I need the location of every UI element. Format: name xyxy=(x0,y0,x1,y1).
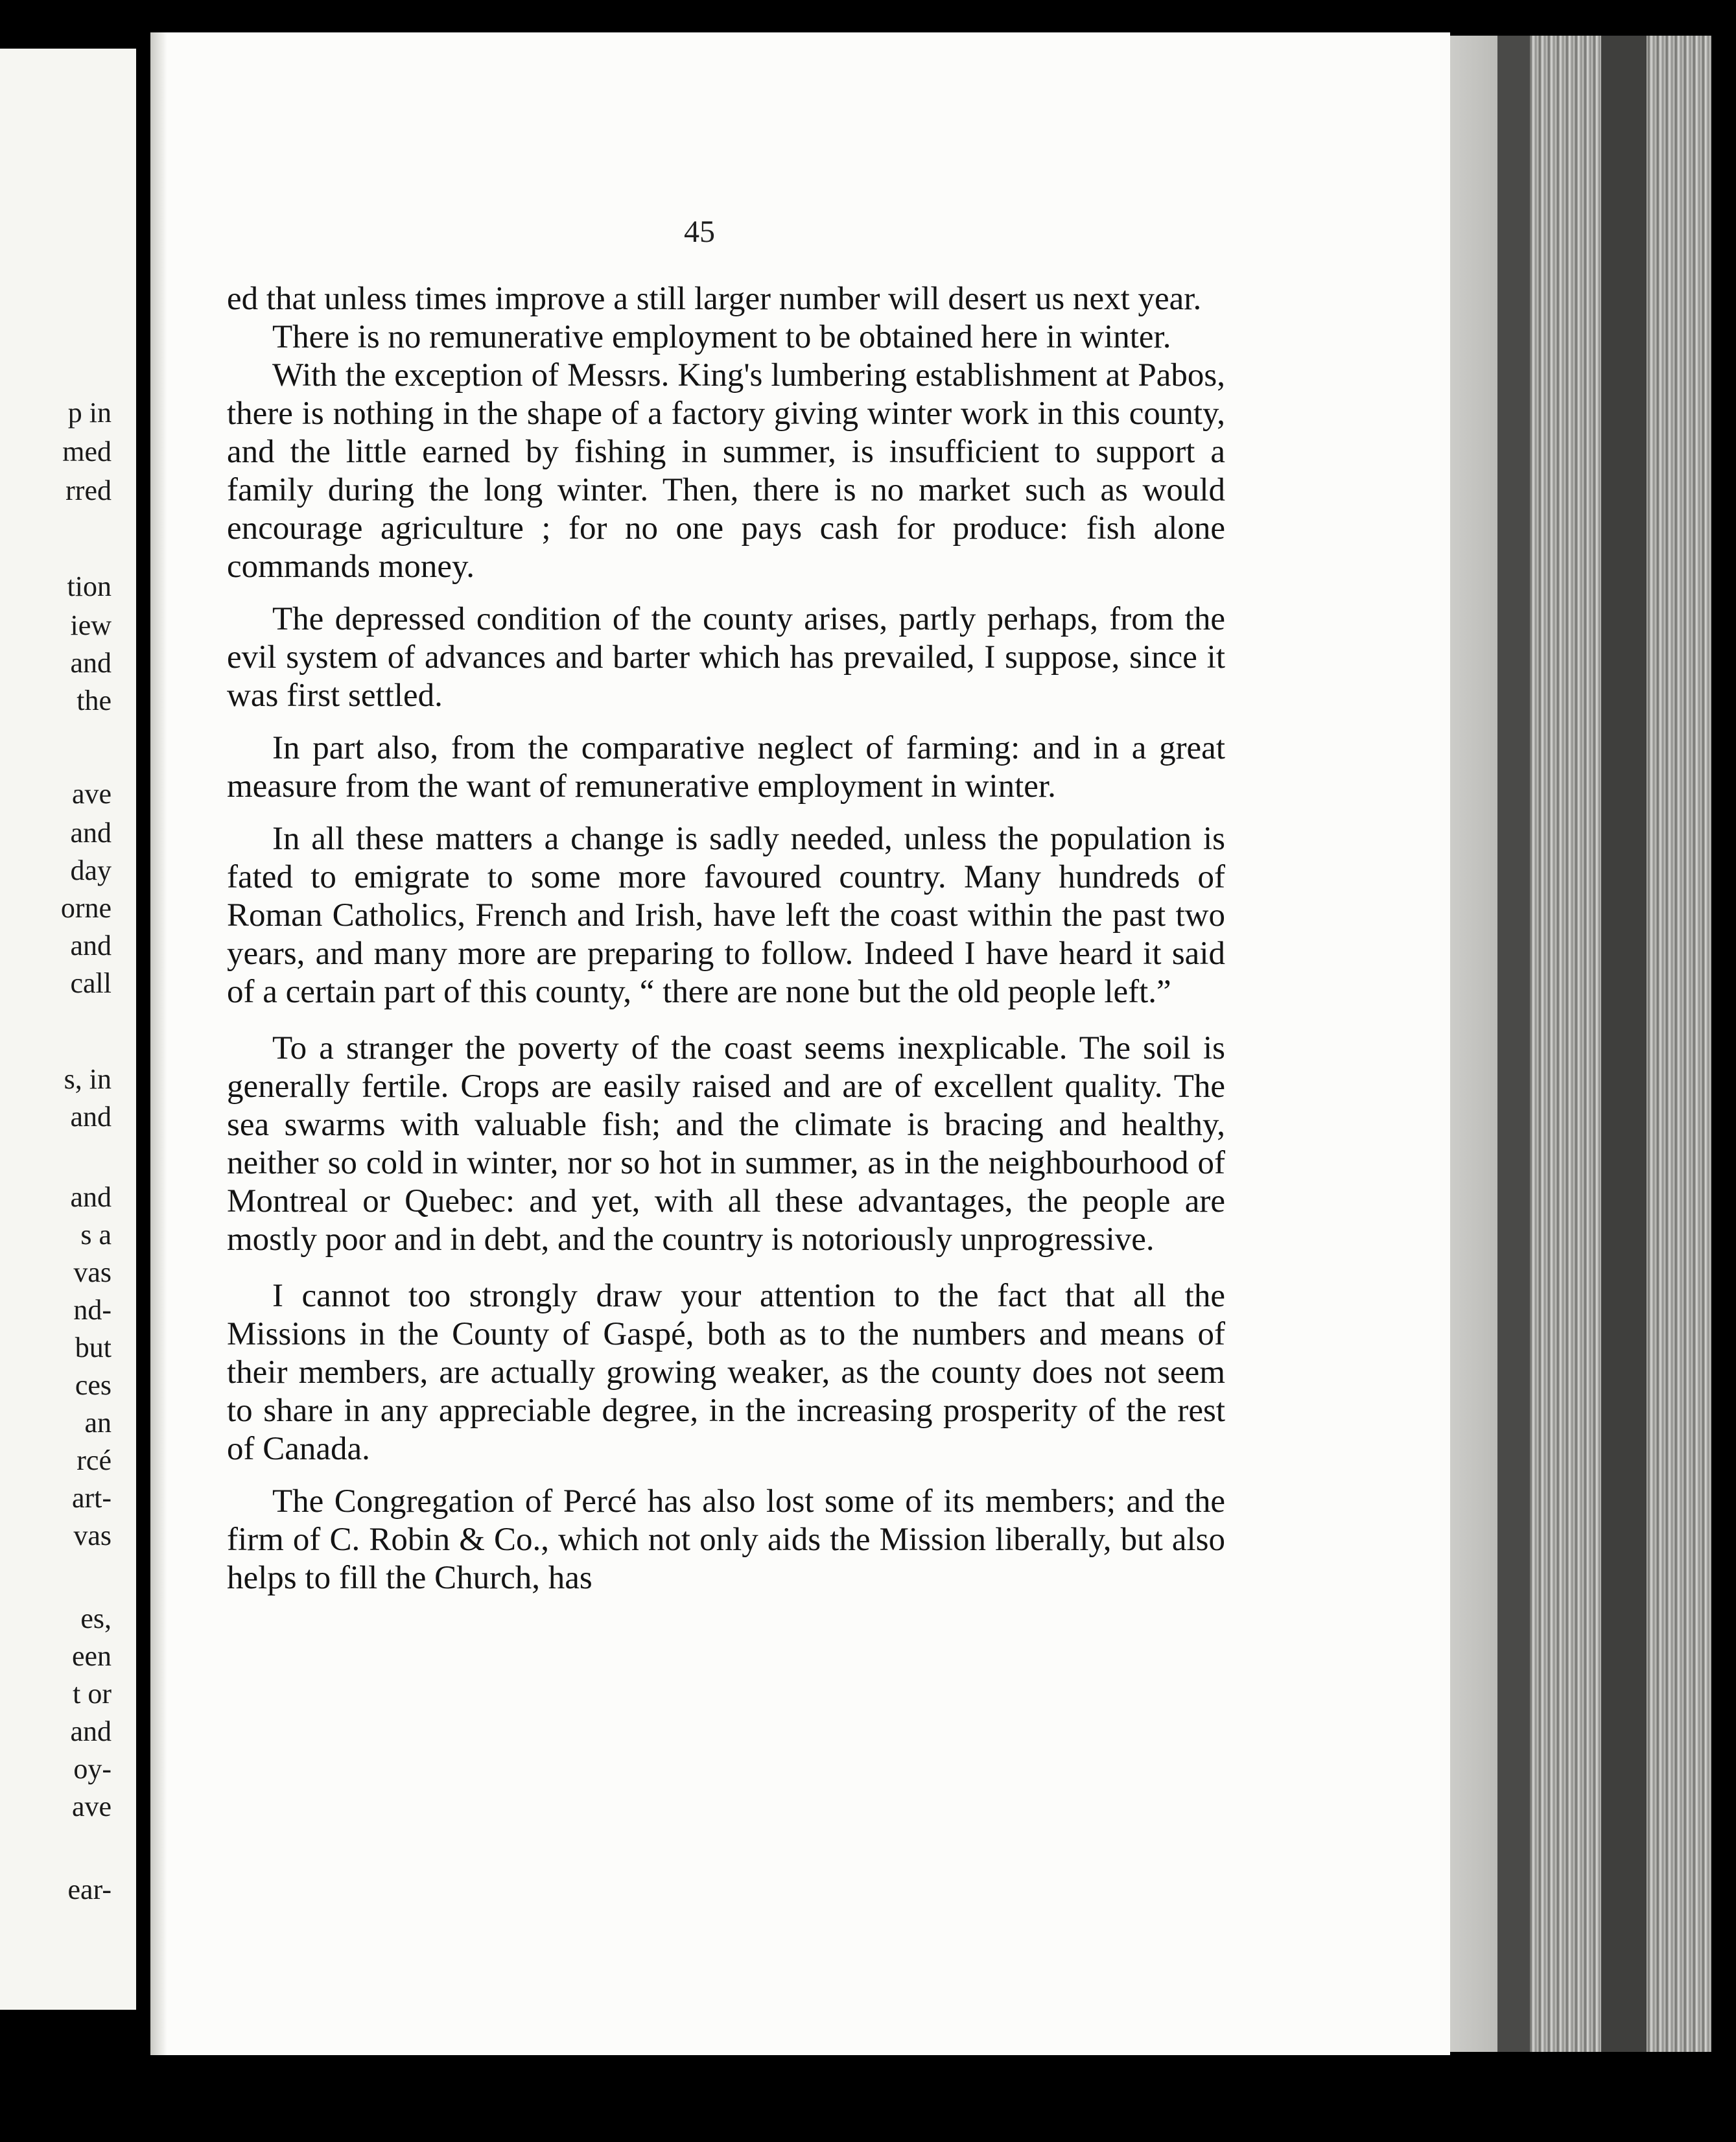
paragraph: To a stranger the poverty of the coast seems inexplicable. The soil is generally fertile. Crops are easily raised and are of excellent quality. The sea swarms with valuable fish; and the climate is bracing and healthy, neither so cold in winter, nor so hot in summer, as in the neighbourhood of Montreal or Quebec: and yet, with all these advantages, the people are mostly poor and in debt, and the country is notoriously unprogressive. xyxy=(227,1030,1225,1258)
paragraph: In part also, from the comparative neglect of farming: and in a great measure from the want of remunerative employment in winter. xyxy=(227,730,1225,805)
left-fragment: ces xyxy=(75,1369,111,1401)
left-fragment: ear- xyxy=(67,1874,111,1905)
left-fragment: rcé xyxy=(76,1444,111,1476)
left-fragment: orne xyxy=(60,892,111,924)
left-fragment: iew xyxy=(70,609,111,641)
paragraph: ed that unless times improve a still larger number will desert us next year. xyxy=(227,281,1202,317)
left-fragment: vas xyxy=(73,1256,111,1288)
paragraph: The Congregation of Percé has also lost some of its members; and the firm of C. Robin & Co., which not only aids the Mission liberally, but also helps to fill the Church, has xyxy=(227,1483,1225,1596)
page-number: 45 xyxy=(684,215,715,249)
left-fragment: tion xyxy=(67,571,111,602)
left-fragment: and xyxy=(70,1181,111,1213)
left-fragment: es, xyxy=(80,1603,111,1634)
left-fragment: and xyxy=(70,1715,111,1747)
left-fragment: vas xyxy=(73,1520,111,1551)
left-fragment: and xyxy=(70,930,111,961)
left-fragment: but xyxy=(75,1332,111,1363)
left-fragment: s, in xyxy=(64,1063,111,1095)
left-fragment: t or xyxy=(73,1678,111,1710)
left-fragment: day xyxy=(70,854,111,886)
left-fragment: med xyxy=(62,436,111,467)
left-fragment: s a xyxy=(80,1219,111,1251)
left-fragment: nd- xyxy=(73,1294,111,1326)
facing-page-fragment xyxy=(0,49,136,2010)
left-fragment: an xyxy=(84,1407,111,1439)
left-fragment: the xyxy=(76,685,111,716)
left-fragment: ave xyxy=(71,778,111,810)
left-fragment: oy- xyxy=(73,1753,111,1785)
left-fragment: ave xyxy=(71,1791,111,1822)
left-fragment: een xyxy=(71,1640,111,1672)
paragraph: There is no remunerative employment to be obtained here in winter. xyxy=(272,319,1171,355)
left-fragment: call xyxy=(70,967,111,999)
left-fragment: and xyxy=(70,1101,111,1133)
left-fragment: and xyxy=(70,647,111,679)
left-fragment: p in xyxy=(67,397,111,429)
paragraph: The depressed condition of the county arises, partly perhaps, from the evil system of advances and barter which has prevailed, I suppose, since it was first settled. xyxy=(227,601,1225,714)
paragraph: In all these matters a change is sadly needed, unless the population is fated to emigrate to some more favoured country. Many hundreds of Roman Catholics, French and Irish, have left the coast within the past two years, and many more are preparing to follow. Indeed I have heard it said of a certain part of this county, “ there are none but the old people left.” xyxy=(227,821,1225,1010)
left-fragment: and xyxy=(70,817,111,849)
paragraph: With the exception of Messrs. King's lumbering establishment at Pabos, there is nothing in the shape of a factory giving winter work in this county, and the little earned by fishing in summer, is insufficient to support a family during the long winter. Then, there is no market such as would encourage agriculture ; for no one pays cash for produce: fish alone commands money. xyxy=(227,357,1225,585)
body-text xyxy=(227,280,1225,1597)
left-fragment: rred xyxy=(65,475,111,506)
gutter-shadow xyxy=(150,32,167,2055)
paragraph: I cannot too strongly draw your attention to the fact that all the Missions in the County of Gaspé, both as to the numbers and means of their members, are actually growing weaker, as the county does not seem to share in any appreciable degree, in the increasing prosperity of the rest of Canada. xyxy=(227,1278,1225,1467)
left-fragment: art- xyxy=(71,1482,111,1514)
